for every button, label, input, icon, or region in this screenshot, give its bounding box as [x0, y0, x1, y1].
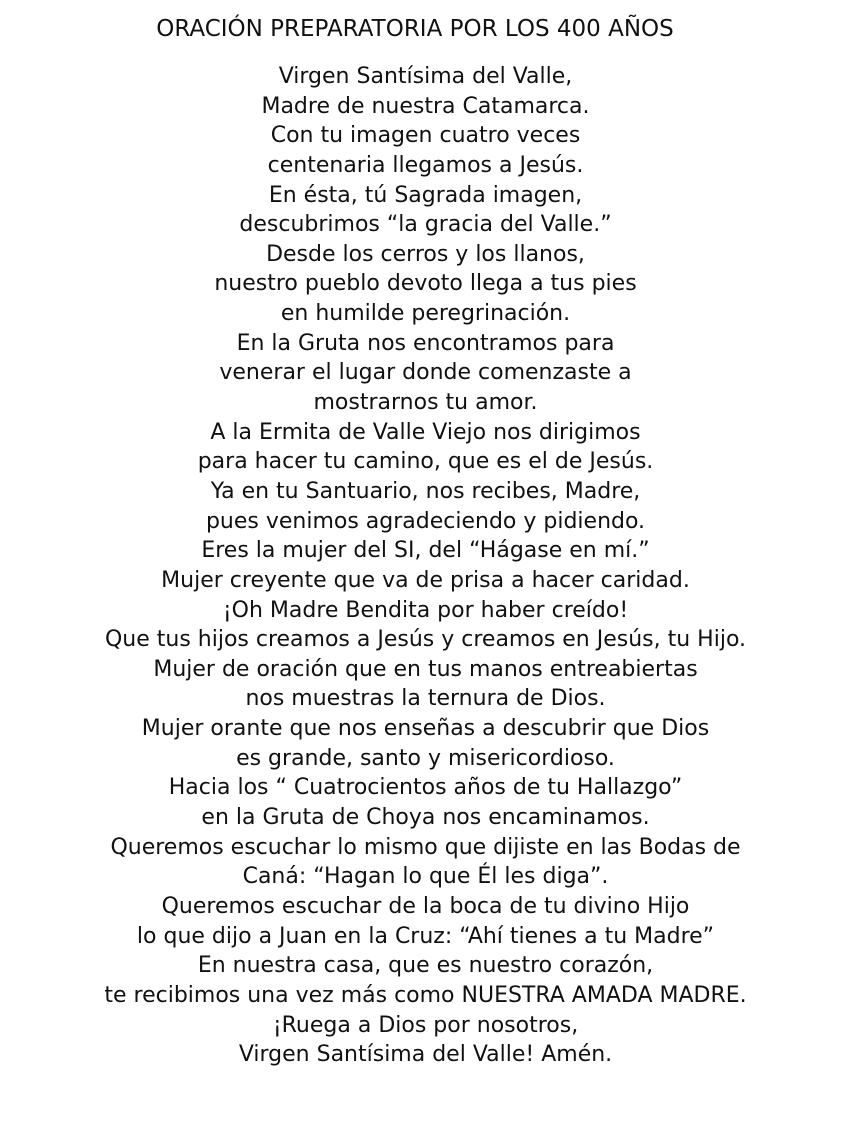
prayer-line-22: nos muestras la ternura de Dios.	[245, 686, 606, 712]
prayer-line-20: Que tus hijos creamos a Jesús y creamos en Jesús, tu Hijo.	[104, 627, 747, 653]
prayer-line-3: Con tu imagen cuatro veces	[270, 123, 581, 149]
prayer-line-16: pues venimos agradeciendo y pidiendo.	[205, 508, 646, 534]
prayer-line-30: lo que dijo a Juan en la Cruz: “Ahí tienes a tu Madre”	[136, 923, 715, 949]
document-title: ORACIÓN PREPARATORIA POR LOS 400 AÑOS	[156, 16, 674, 42]
prayer-line-24: es grande, santo y misericordioso.	[236, 745, 615, 771]
prayer-line-6: descubrimos “la gracia del Valle.”	[239, 212, 612, 238]
prayer-line-10: En la Gruta nos encontramos para	[236, 330, 615, 356]
prayer-line-28: Caná: “Hagan lo que Él les diga”.	[242, 864, 609, 890]
prayer-line-32: te recibimos una vez más como NUESTRA AMADA MADRE.	[104, 982, 747, 1008]
prayer-line-7: Desde los cerros y los llanos,	[266, 241, 585, 267]
prayer-text	[0, 62, 851, 1070]
prayer-line-21: Mujer de oración que en tus manos entreabiertas	[153, 656, 698, 682]
prayer-line-2: Madre de nuestra Catamarca.	[261, 93, 590, 119]
prayer-line-34: Virgen Santísima del Valle! Amén.	[238, 1042, 613, 1068]
prayer-line-23: Mujer orante que nos enseñas a descubrir que Dios	[141, 716, 710, 742]
prayer-line-13: A la Ermita de Valle Viejo nos dirigimos	[210, 419, 641, 445]
prayer-line-8: nuestro pueblo devoto llega a tus pies	[214, 271, 637, 297]
prayer-line-4: centenaria llegamos a Jesús.	[267, 152, 584, 178]
prayer-line-18: Mujer creyente que va de prisa a hacer caridad.	[161, 567, 690, 593]
prayer-line-14: para hacer tu camino, que es el de Jesús.	[197, 449, 654, 475]
prayer-line-27: Queremos escuchar lo mismo que dijiste en las Bodas de	[110, 834, 741, 860]
prayer-line-33: ¡Ruega a Dios por nosotros,	[272, 1012, 579, 1038]
prayer-line-15: Ya en tu Santuario, nos recibes, Madre,	[210, 478, 641, 504]
prayer-line-31: En nuestra casa, que es nuestro corazón,	[197, 953, 654, 979]
prayer-line-17: Eres la mujer del SI, del “Hágase en mí.”	[201, 538, 650, 564]
prayer-line-26: en la Gruta de Choya nos encaminamos.	[201, 805, 650, 831]
prayer-line-29: Queremos escuchar de la boca de tu divino Hijo	[161, 893, 690, 919]
prayer-line-1: Virgen Santísima del Valle,	[278, 64, 573, 89]
prayer-line-25: Hacia los “ Cuatrocientos años de tu Hallazgo”	[168, 775, 683, 801]
prayer-line-9: en humilde peregrinación.	[280, 301, 571, 327]
prayer-line-19: ¡Oh Madre Bendita por haber creído!	[222, 597, 629, 623]
prayer-line-12: mostrarnos tu amor.	[313, 390, 538, 416]
prayer-line-5: En ésta, tú Sagrada imagen,	[268, 182, 583, 208]
prayer-line-11: venerar el lugar donde comenzaste a	[219, 360, 632, 386]
